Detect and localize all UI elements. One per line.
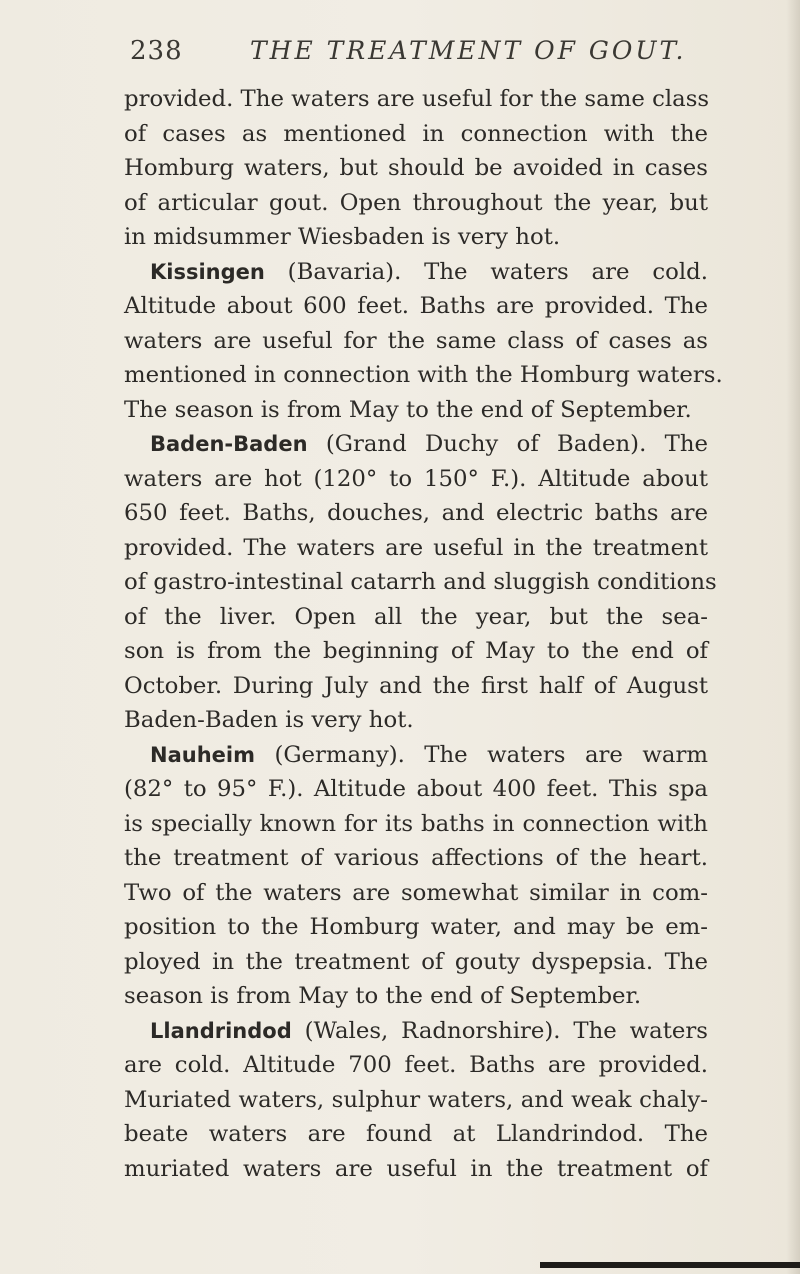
- page-bottom-rule: [540, 1262, 800, 1268]
- spa-entry-nauheim: [124, 738, 708, 773]
- text-line: of articular gout. Open throughout the year, but: [124, 189, 708, 216]
- spa-name: Baden-Baden: [150, 432, 308, 456]
- text-line: Two of the waters are somewhat similar in com-: [124, 879, 708, 906]
- page-edge-shadow: [786, 0, 800, 1274]
- text-line: of the liver. Open all the year, but the sea-: [124, 603, 708, 630]
- text-line: waters are useful for the same class of cases as: [124, 327, 708, 354]
- text-line: season is from May to the end of September.: [124, 983, 642, 1009]
- spa-intro: (Wales, Radnorshire). The waters: [291, 1017, 708, 1044]
- text-line: of gastro-intestinal catarrh and sluggish conditions: [124, 569, 717, 595]
- text-line: mentioned in connection with the Homburg waters.: [124, 362, 723, 388]
- spa-entry-baden-baden: [124, 427, 708, 462]
- page-number: 238: [130, 36, 183, 66]
- spa-intro: (Grand Duchy of Baden). The: [307, 431, 708, 457]
- text-line: 650 feet. Baths, douches, and electric baths are: [124, 500, 708, 526]
- spa-entry-kissingen: [124, 255, 708, 290]
- text-line: provided. The waters are useful in the treatment: [124, 534, 708, 561]
- page-header: [0, 36, 800, 76]
- spa-name: Kissingen: [150, 259, 265, 284]
- text-line: Baden-Baden is very hot.: [124, 707, 414, 733]
- text-line: muriated waters are useful in the treatment of: [124, 1155, 708, 1182]
- text-line: are cold. Altitude 700 feet. Baths are provided.: [124, 1052, 708, 1078]
- text-line: Homburg waters, but should be avoided in cases: [124, 155, 708, 181]
- text-line: the treatment of various affections of the heart.: [124, 845, 708, 871]
- text-line: Altitude about 600 feet. Baths are provided. The: [124, 293, 708, 319]
- text-line: provided. The waters are useful for the same class: [124, 86, 710, 112]
- body-text: [124, 82, 723, 1186]
- running-head: THE TREATMENT OF GOUT.: [250, 36, 687, 65]
- spa-intro: (Germany). The waters are warm: [254, 741, 708, 768]
- text-line: of cases as mentioned in connection with the: [124, 120, 708, 147]
- text-line: Muriated waters, sulphur waters, and weak chaly-: [124, 1086, 708, 1113]
- text-line: son is from the beginning of May to the end of: [124, 638, 708, 664]
- text-line: ployed in the treatment of gouty dyspepsia. The: [124, 948, 708, 975]
- spa-name: Nauheim: [150, 742, 255, 767]
- spa-name: Llandrindod: [150, 1018, 292, 1043]
- spa-intro: (Bavaria). The waters are cold.: [264, 258, 708, 285]
- text-line: beate waters are found at Llandrindod. The: [124, 1121, 708, 1147]
- text-line: in midsummer Wiesbaden is very hot.: [124, 224, 561, 250]
- spa-entry-llandrindod: [124, 1014, 708, 1049]
- text-line: position to the Homburg water, and may be em-: [124, 914, 708, 940]
- text-line: waters are hot (120° to 150° F.). Altitude about: [124, 465, 708, 492]
- text-line: is specially known for its baths in connection with: [124, 810, 708, 837]
- text-line: October. During July and the first half of August: [124, 672, 708, 699]
- text-line: (82° to 95° F.). Altitude about 400 feet. This spa: [124, 776, 708, 802]
- text-line: The season is from May to the end of September.: [124, 396, 692, 423]
